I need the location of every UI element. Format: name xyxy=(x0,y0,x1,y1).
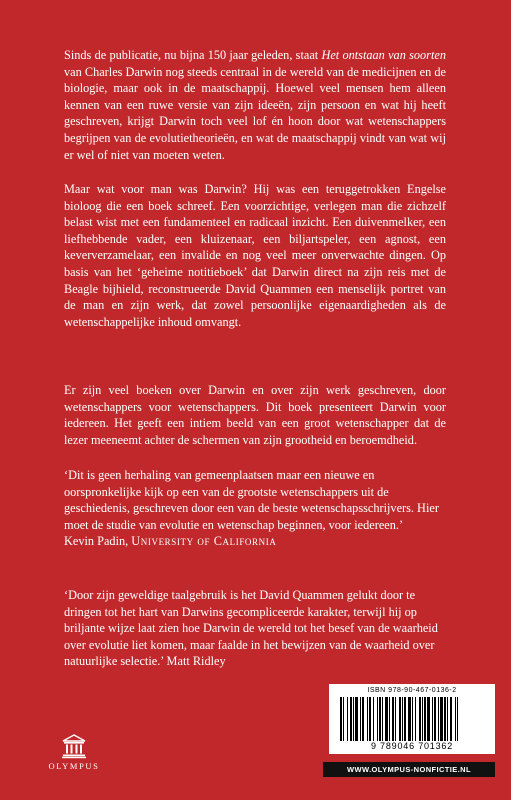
barcode-icon xyxy=(340,697,484,741)
intro-text-start: Sinds de publicatie, nu bijna 150 jaar geleden, staat xyxy=(64,48,322,62)
publisher-logo xyxy=(38,733,110,771)
intro-text-end: van Charles Darwin nog steeds centraal in de wereld van de medicijnen en de biologie, maar ook in de maatschappij. Hoewel veel mensen hem alleen kennen van een ruwe versie van zijn ideeën, zijn persoon en wat hij heeft geschreven, krijgt Darwin toch veel lof én hoon door wat wetenschappers begrijpen van de evolutietheorieën, en wat de maatschappij vindt van wat wij er wel of niet van moeten weten. xyxy=(64,64,446,162)
isbn-digits: 9 789046 701362 xyxy=(370,741,454,751)
description-text: Maar wat voor man was Darwin? Hij was een teruggetrokken Engelse bioloog die een boek schreef. Een voorzichtige, verlegen man die zichzelf belast wist met een fundamenteel en radicaal inzicht. Een duivenmelker, een liefhebbende vader, een kluizenaar, een biljartspeler, een agnost, een keververzamelaar, een invalide en nog veel meer onverwachte dingen. Op basis van het ‘geheime notitieboek’ dat Darwin direct na zijn reis met de Beagle bijhield, reconstrueerde David Quammen een menselijk portret van de man en zijn werk, dat zowel persoonlijke eigenaardigheden als de wetenschappelijke inhoud omvangt. xyxy=(64,182,446,329)
intro-paragraph xyxy=(64,47,446,163)
quote-author: Kevin Padin, xyxy=(64,534,132,549)
review-quote-ridley xyxy=(64,587,446,670)
quote-author: Matt Ridley xyxy=(166,654,226,669)
description-paragraph xyxy=(64,181,446,330)
isbn-barcode-label xyxy=(329,684,495,754)
temple-icon xyxy=(61,733,87,759)
publisher-name: OLYMPUS xyxy=(48,761,100,771)
book-title: Het ontstaan van soorten xyxy=(321,48,446,62)
summary-paragraph xyxy=(64,382,446,448)
quote-affiliation: University of California xyxy=(131,534,277,549)
quote-attribution xyxy=(64,533,446,550)
quote-text: ‘Door zijn geweldige taalgebruik is het David Quammen gelukt door te dringen tot het hart van Darwins gecompliceerde karakter, terwijl hij op briljante wijze laat zien hoe Darwin de wereld tot het besef van de waarheid over evolutie liet komen, maar faalde in het bewijzen van de waarheid over natuurlijke selectie.’ xyxy=(64,588,438,669)
publisher-website: WWW.OLYMPUS-NONFICTIE.NL xyxy=(323,762,495,777)
quote-text: ‘Dit is geen herhaling van gemeenplaatsen maar een nieuwe en oorspronkelijke kijk op een van de grootste wetenschappers uit de geschiedenis, geschreven door een van de beste wetenschapsschrijvers. Hier moet de studie van evolutie en wetenschap beginnen, voor iedereen.’ xyxy=(64,468,439,532)
review-quote-padin xyxy=(64,467,446,550)
summary-text: Er zijn veel boeken over Darwin en over zijn werk geschreven, door wetenschappers voor wetenschappers. Dit boek presenteert Darwin voor iedereen. Het geeft een intiem beeld van een groot wetenschapper dat de lezer meeneemt achter de schermen van zijn grootheid en beroemdheid. xyxy=(64,383,446,447)
isbn-number: ISBN 978-90-467-0136-2 xyxy=(367,687,457,694)
